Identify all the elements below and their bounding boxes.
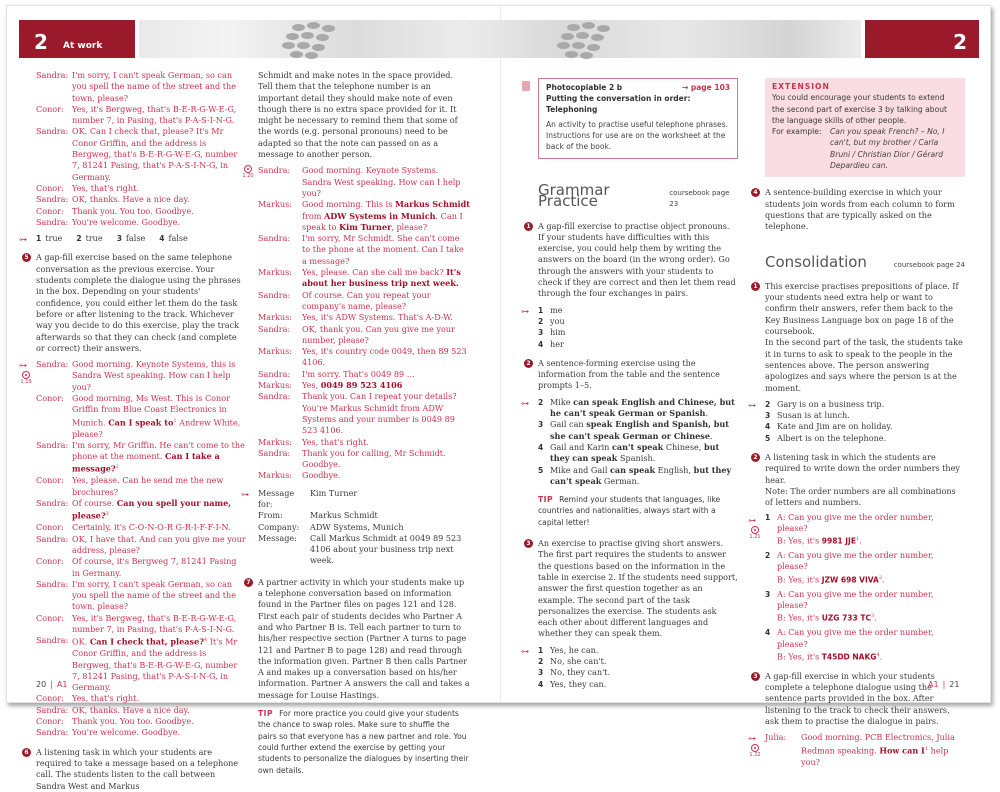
speaker: Julia: — [765, 732, 787, 743]
dialogue-line: I'm sorry. That's 0049 89 … — [302, 368, 415, 379]
key-icon: ⊶ — [521, 398, 529, 408]
extension-box — [765, 78, 965, 177]
exercise-text-2: In the second part of the task, the students take it in turns to ask to speak to the people in the sentences above. The person answering apologizes and says where the person is at the moment. — [765, 337, 963, 393]
dialogue-line: Yes, please. Can he send me the new brochures? — [72, 475, 224, 497]
speaker: Markus: — [258, 380, 292, 391]
answer-number: 5 — [765, 433, 771, 443]
dialogue-line: Good morning, Ms West. This is Conor Griffin from Blue Coast Electronics in Munich. Can I speak $to^1$ Andrew White, please? — [72, 393, 241, 439]
answer-number: 2 — [538, 397, 544, 407]
speaker: Sandra: — [36, 727, 69, 738]
photocopy-icon — [522, 81, 530, 91]
photocopiable-title: Photocopiable 2 b — [546, 83, 623, 92]
exercise-text: A gap-fill exercise in which your students complete a telephone dialogue using the sentence parts provided in the box. After listening to the track to check their answers, ask them to practise the dialogue in pairs. — [765, 670, 950, 726]
speaker: Markus: — [258, 436, 292, 447]
unit-number: 2 — [34, 30, 48, 54]
extension-label: EXTENSION — [772, 82, 830, 91]
exercise-text: A sentence-building exercise in which your students join words from each column to form questions that are typically asked on the telephone. — [765, 187, 955, 232]
answer-value: true — [45, 233, 63, 244]
speaker: Sandra: — [36, 216, 69, 227]
level-label: A1 — [928, 680, 939, 689]
answer-number: 3 — [765, 411, 771, 421]
dialogue-line: Thank you. Can I repeat your details? You're Markus Schmidt from ADW Systems and your number is 0049 89 523 4106. — [302, 391, 457, 436]
dialogue-line: Of course. Can you spell your name, please?$^3$ — [72, 498, 232, 522]
answer-row — [538, 316, 738, 327]
answer-row — [538, 339, 738, 350]
page-number: 20 — [36, 680, 47, 689]
dialogue-line: I'm sorry, Mr Schmidt. She can't come to the phone at the moment. Can I take a message? — [302, 233, 464, 266]
speaker: Sandra: — [36, 578, 69, 589]
message-field-value: Call Markus Schmidt at 0049 89 523 4106 about your business trip next week. — [310, 532, 462, 566]
message-field-label: Message for: — [258, 487, 295, 509]
answer-value: false — [168, 233, 188, 244]
right-page-column-2 — [748, 78, 965, 768]
page-number: 21 — [949, 680, 960, 689]
answer-row — [538, 419, 738, 442]
unit-title: At work — [63, 41, 103, 51]
answer-row — [765, 399, 965, 410]
left-page-column-1 — [19, 70, 246, 792]
answer-value: true — [85, 233, 103, 244]
speaker: Sandra: — [36, 439, 69, 450]
answer-number: 3 — [538, 668, 544, 678]
coursebook-page-ref: coursebook page 24 — [893, 260, 965, 269]
exercise-number-badge: 4 — [751, 188, 760, 197]
unit-header-left — [19, 20, 135, 58]
audio-cd-icon: 1.21 — [749, 526, 761, 540]
section-title: Grammar Practice — [538, 181, 610, 211]
answer-number: 4 — [765, 422, 771, 432]
speaker: Conor: — [36, 522, 64, 533]
speaker: Markus: — [258, 312, 292, 323]
dialogue-line: Yes, please. Can she call me back? It's about her business trip next week. — [302, 267, 461, 289]
grammar-exercise-2 — [521, 357, 738, 528]
audio-cd-icon: 1.19 — [20, 371, 32, 385]
coursebook-page-ref: coursebook page 23 — [669, 189, 730, 209]
speaker: Conor: — [36, 693, 64, 704]
question-line: A: Can you give me the order number, please? — [777, 627, 934, 649]
consolidation-exercise-1 — [748, 280, 965, 444]
dialogue-line: Yes, it's Bergweg, that's B-E-R-G-W-E-G, number 7, in Pasing, that's P-A-S-I-N-G. — [72, 612, 237, 635]
dialogue-line: I'm sorry, I can't speak German, so can you spell the name of the street and the town, please? — [72, 70, 237, 103]
grammar-exercise-4 — [753, 187, 965, 232]
exercise-6-text-continued: Schmidt and make notes in the space provided. Tell them that the telephone number is an important detail they should make note of even though there is no extra space provided for it. It might be necessary to remind them that some of the words (e.g. personal pronouns) need to be adapted so that the note can passed on as a message to another person. — [258, 70, 458, 160]
dialogue-line: Good morning. This is Markus Schmidt from ADW Systems in Munich. Can I speak to Kim Turner, please? — [302, 199, 470, 232]
dialogue-line: I'm sorry, I can't speak German, so can you spell the name of the street and the town, please? — [72, 578, 237, 612]
speaker: Sandra: — [258, 289, 291, 300]
speaker: Markus: — [258, 199, 292, 210]
answer-text: me — [550, 304, 563, 315]
speaker: Conor: — [36, 612, 64, 623]
exercise-text: An exercise to practise giving short answers. The first part requires the students to answer the questions based on the information in the table in exercise 2. If the students need support, answer the first question together as an example. The second part of the task personalizes the exercise. The students ask each other about different languages and whether they can speak them. — [538, 538, 738, 639]
dialogue-line: I'm sorry, Mr Griffin. He can't come to the phone at the moment. Can I take a message?$^2$ — [72, 439, 245, 475]
grammar-practice-heading — [538, 181, 738, 211]
answer-number: 2 — [765, 399, 771, 409]
dialogue-continued — [36, 70, 246, 228]
tip-text: Remind your students that languages, like countries and nationalities, always start with a capital letter! — [538, 495, 721, 527]
grammar-exercise-3 — [521, 538, 738, 690]
qa-pair — [765, 589, 965, 625]
exercise-text: A listening task in which the students are required to write down the order numbers they hear. — [765, 452, 960, 485]
speaker: Conor: — [36, 103, 64, 114]
speaker: Sandra: — [36, 70, 69, 80]
dialogue-line: Thank you. You too. Goodbye. — [72, 205, 194, 216]
answer-text: Yes, they can. — [550, 678, 607, 689]
key-icon: ⊶ — [748, 734, 756, 744]
answer-number: 3 — [765, 589, 771, 599]
message-field-value: ADW Systems, Munich — [310, 521, 404, 532]
response-line: B: Yes, it's JZW 698 VIVA$^2$. — [777, 574, 885, 585]
dialogue-line: Yes, that's right. — [302, 436, 369, 447]
header-photo-telephone — [139, 20, 861, 58]
answer-number: 3 — [538, 328, 544, 338]
exercise-text: A gap-fill exercise to practise object pronouns. If your students have difficulties with this exercise, you could help them by writing the answers on the board (in the wrong order). Go through the answers with your students to check if they are correct and then let them read through the four exchanges in pairs. — [538, 220, 736, 299]
message-field-value: Markus Schmidt — [310, 510, 378, 521]
exercise-text: This exercise practises prepositions of place. If your students need extra help or want to confirm their answers, refer them back to the Key Business Language box on page 18 of the coursebook. — [765, 280, 959, 337]
exercise-5-text: A gap-fill exercise based on the same telephone conversation as the previous exercise. Your students complete the dialogue using the phrases in the box. Depending on your students' confidence, you could either let them do the task before or after listening to the track. Whichever way you decide to do this exercise, play the track afterwards so that they can check (and complete or correct) their answers. — [36, 252, 241, 353]
page-number-right: A1 | 21 — [928, 680, 960, 689]
dialogue-line: Of course. Can you repeat your company's name, please? — [302, 289, 431, 311]
dialogue-line: Of course, it's Bergweg 7, 81241 Pasing in Germany. — [72, 556, 237, 578]
dialogue-line: Yes, it's ADW Systems. That's A-D-W. — [302, 312, 453, 323]
exercise-6-text: A listening task in which your students are required to take a message based on a telephone call. The students listen to the call between Sandra West and Markus — [36, 746, 239, 791]
speaker: Conor: — [36, 393, 64, 404]
response-line: B: Yes, it's T45DD NAKG$^4$. — [777, 651, 883, 662]
answer-text: Mike can speak English and Chinese, but he can't speak German or Spanish. — [550, 396, 735, 419]
example-text: Can you speak French? – No, I can't, but my brother / Carla Bruni / Christian Dior / Gérard Depardieu can. — [830, 127, 945, 171]
speaker: Conor: — [36, 716, 64, 727]
answer-number: 1 — [36, 234, 42, 244]
key-icon: ⊶ — [19, 235, 27, 245]
answer-number: 4 — [538, 679, 544, 689]
order-number-answers — [748, 511, 965, 663]
speaker: Sandra: — [36, 126, 69, 137]
grammar-exercise-1 — [521, 220, 738, 350]
key-icon: ⊶ — [748, 400, 756, 410]
message-field-label: From: — [258, 510, 283, 521]
speaker: Sandra: — [258, 165, 291, 176]
right-page-column-1 — [521, 78, 738, 690]
section-title: Consolidation — [765, 252, 867, 271]
answer-text: Gail can speak English and Spanish, but she can't speak German or Chinese. — [550, 419, 730, 441]
example-label: For example: — [772, 127, 822, 137]
answer-text: Mike and Gail can speak English, but they can't speak German. — [550, 464, 732, 486]
answer-row — [538, 667, 738, 678]
answer-row — [538, 327, 738, 338]
answer-list — [521, 644, 738, 690]
answer-row — [538, 679, 738, 690]
speaker: Sandra: — [36, 359, 69, 370]
dialogue-line: Yes, that's right. — [72, 182, 139, 193]
answer-number: 1 — [765, 512, 771, 522]
answer-text: him — [550, 327, 566, 338]
exercise-6-dialogue — [258, 165, 470, 481]
exercise-number-badge: 3 — [751, 672, 760, 681]
answer-row — [538, 305, 738, 316]
exercise-5-dialogue — [36, 359, 246, 739]
question-line: A: Can you give me the order number, please? — [777, 588, 934, 610]
exercise-3-dialogue — [765, 732, 965, 768]
key-icon: ⊶ — [748, 515, 756, 525]
qa-pair — [765, 627, 965, 663]
answer-number: 5 — [538, 465, 544, 475]
speaker: Markus: — [258, 267, 292, 278]
speaker: Sandra: — [258, 233, 291, 244]
unit-header-right — [865, 20, 979, 58]
page-number-left: 20 | A1 — [36, 680, 68, 689]
answer-row — [538, 645, 738, 656]
answer-text: Kate and Jim are on holiday. — [777, 421, 893, 432]
exercise-number-badge: 6 — [22, 748, 31, 757]
exercise-number-badge: 7 — [244, 578, 253, 587]
answer-text: you — [550, 315, 565, 326]
dialogue-line: Good morning. Keynote Systems, this is Sandra West speaking. How can I help you? — [72, 359, 236, 392]
answer-text: Albert is on the telephone. — [777, 432, 887, 443]
answer-number: 1 — [538, 645, 544, 655]
dialogue-line: Yes, it's Bergweg, that's B-E-R-G-W-E-G, number 7, in Pasing, that's P-A-S-I-N-G. — [72, 103, 237, 126]
speaker: Sandra: — [36, 704, 69, 715]
answer-list — [748, 398, 965, 444]
dialogue-line: Certainly, it's C-O-N-O-R G-R-I-F-F-I-N. — [72, 522, 231, 533]
dialogue-line: OK, thank you. Can you give me your number, please? — [302, 323, 455, 345]
speaker: Markus: — [258, 470, 292, 481]
dialogue-line: Yes, 0049 89 523 4106 — [302, 380, 403, 391]
message-form-answer — [258, 488, 470, 567]
speaker: Sandra: — [36, 194, 69, 205]
spacer — [765, 573, 777, 586]
speaker: Sandra: — [258, 391, 291, 402]
dialogue-line: Good morning. Keynote Systems. Sandra West speaking. How can I help you? — [302, 165, 461, 198]
answer-text: No, they can't. — [550, 667, 611, 678]
speaker: Sandra: — [258, 447, 291, 458]
speaker: Conor: — [36, 205, 64, 216]
key-icon: ⊶ — [521, 306, 529, 316]
exercise-7-text: A partner activity in which your students make up a telephone conversation based on information found in the Partner files on pages 121 and 128. First each pair of students decides who Partner A and who Partner B is. Tell each partner to turn to his/her respective section (Partner A turns to page 121 and Partner B to page 128) and read through the information given. Partner B then calls Partner A and makes up a conversation based on his/her information. Partner A answers the call and takes a message for Louise Hastings. — [258, 576, 470, 700]
page-gutter — [500, 6, 501, 702]
response-line: B: Yes, it's UZG 733 $TC^3$. — [777, 612, 877, 623]
response-line: B: Yes, it's 9981 JJE$^1$. — [777, 535, 862, 546]
dialogue-line: You're welcome. Goodbye. — [72, 727, 181, 738]
audio-cd-icon: 1.22 — [749, 744, 761, 758]
message-field-value: Kim Turner — [310, 487, 358, 498]
spacer — [765, 611, 777, 624]
consolidation-exercise-2 — [748, 452, 965, 663]
unit-number: 2 — [953, 30, 967, 54]
question-line: A: Can you give me the order number, please? — [777, 511, 934, 533]
answer-text: Gary is on a business trip. — [777, 398, 885, 409]
answer-text: No, she can't. — [550, 655, 607, 666]
answer-row — [538, 442, 738, 465]
level-label: A1 — [56, 680, 68, 689]
speaker: Conor: — [36, 475, 64, 486]
spacer — [765, 534, 777, 547]
exercise-5 — [19, 252, 246, 738]
answer-number: 2 — [765, 551, 771, 561]
exercise-note: Note: The order numbers are all combinations of letters and numbers. — [765, 485, 956, 508]
speaker: Sandra: — [258, 368, 291, 379]
answer-text: Gail and Karin can't speak Chinese, but they can speak Spanish. — [550, 441, 720, 464]
exercise-6 — [24, 746, 246, 792]
answer-row — [538, 397, 738, 420]
answer-list — [521, 396, 738, 487]
spacer — [765, 650, 777, 663]
answer-number: 4 — [538, 339, 544, 349]
speaker: Markus: — [258, 346, 292, 357]
answer-number: 2 — [76, 234, 82, 244]
dialogue-line: Yes, that's right. — [72, 693, 139, 704]
tip-text: For more practice you could give your students the chance to swap roles. Make sure to shuffle the pairs so that everyone has a new partner and role. You could further extend the exercise by getting your students to personalize the dialogues by inserting their own details. — [258, 709, 469, 775]
dialogue-line: OK, thanks. Have a nice day. — [72, 194, 190, 205]
answer-row — [765, 410, 965, 421]
exercise-number-badge: 5 — [22, 253, 31, 262]
key-icon: ⊶ — [241, 489, 249, 499]
speaker: Conor: — [36, 556, 64, 567]
answer-text: Susan is at lunch. — [777, 410, 850, 421]
dialogue-line: Thank you. You too. Goodbye. — [72, 716, 194, 727]
answer-text: her — [550, 338, 564, 349]
dialogue-line: Good morning. PCB Electronics, Julia Redman speaking. How can $I^1$ help you? — [801, 732, 955, 767]
question-line: A: Can you give me the order number, please? — [777, 550, 934, 572]
dialogue-line: Thank you for calling, Mr Schmidt. Goodbye. — [302, 447, 446, 470]
answer-row — [538, 465, 738, 488]
dialogue-line: OK. Can I check that, please?$^4$ It's Mr Conor Griffin, and the address is Bergweg, that's B-E-R-G-W-E-G, number 7, 81241 Pasing, that's P-A-S-I-N-G, in Germany. — [72, 637, 238, 693]
exercise-number-badge: 1 — [524, 222, 533, 231]
left-page-column-2 — [241, 70, 470, 776]
answer-number: 1 — [538, 305, 544, 315]
answer-row — [765, 433, 965, 444]
exercise-number-badge: 3 — [524, 539, 533, 548]
answer-value: false — [125, 233, 146, 244]
answer-number: 2 — [538, 656, 544, 666]
message-field-label: Company: — [258, 521, 300, 532]
audio-cd-icon: 1.20 — [242, 165, 254, 179]
tip-label: TIP — [258, 709, 274, 719]
answer-number: 4 — [538, 442, 544, 452]
answer-key-ex4 — [19, 233, 246, 245]
photocopiable-box — [538, 78, 738, 159]
answer-number: 3 — [116, 234, 122, 244]
speaker: Sandra: — [36, 635, 69, 646]
answer-row — [765, 421, 965, 432]
message-field-label: Message: — [258, 532, 297, 543]
speaker: Sandra: — [36, 533, 69, 544]
tip-box — [258, 708, 470, 776]
dialogue-line: Yes, it's country code 0049, then 89 523 4106. — [302, 346, 467, 368]
dialogue-line: OK, I have that. And can you give me your address, please? — [72, 533, 246, 555]
extension-text: You could encourage your students to extend the second part of exercise 3 by talking about the language skills of other people. — [772, 93, 948, 125]
answer-number: 4 — [765, 628, 771, 638]
speaker: Sandra: — [258, 323, 291, 334]
exercise-text: A sentence-forming exercise using the information from the table and the sentence prompts 1–5. — [538, 357, 720, 391]
page-reference-link[interactable]: → page 103 — [681, 83, 730, 92]
answer-number: 4 — [159, 234, 165, 244]
photocopiable-body: An activity to practise useful telephone phrases. Instructions for use are on the worksheet at the back of the book. — [546, 120, 728, 151]
dialogue-line: You're welcome. Goodbye. — [72, 216, 181, 227]
qa-pair — [765, 512, 965, 548]
speaker: Sandra: — [36, 498, 69, 509]
photocopiable-subtitle: Putting the conversation in order: Telephoning — [546, 94, 691, 114]
key-icon: ⊶ — [19, 361, 27, 371]
dialogue-line: Goodbye. — [302, 470, 341, 481]
answer-row — [538, 656, 738, 667]
exercise-number-badge: 1 — [751, 282, 760, 291]
tip-label: TIP — [538, 495, 554, 505]
dialogue-line: OK. Can I check that, please? It's Mr Conor Griffin, and the address is Bergweg, that's B-E-R-G-W-E-G, number 7, 81241 Pasing, that's P-A-S-I-N-G, in Germany. — [72, 126, 238, 182]
answer-text: Yes, he can. — [550, 644, 599, 655]
speaker: Conor: — [36, 182, 64, 193]
consolidation-heading — [765, 252, 965, 271]
key-icon: ⊶ — [521, 646, 529, 656]
tip-box — [538, 494, 738, 528]
exercise-7 — [246, 576, 470, 776]
dialogue-line: OK, thanks. Have a nice day. — [72, 704, 190, 715]
answer-number: 3 — [538, 420, 544, 430]
answer-list — [521, 304, 738, 350]
exercise-number-badge: 2 — [524, 359, 533, 368]
answer-number: 2 — [538, 316, 544, 326]
qa-pair — [765, 550, 965, 586]
exercise-number-badge: 2 — [751, 453, 760, 462]
